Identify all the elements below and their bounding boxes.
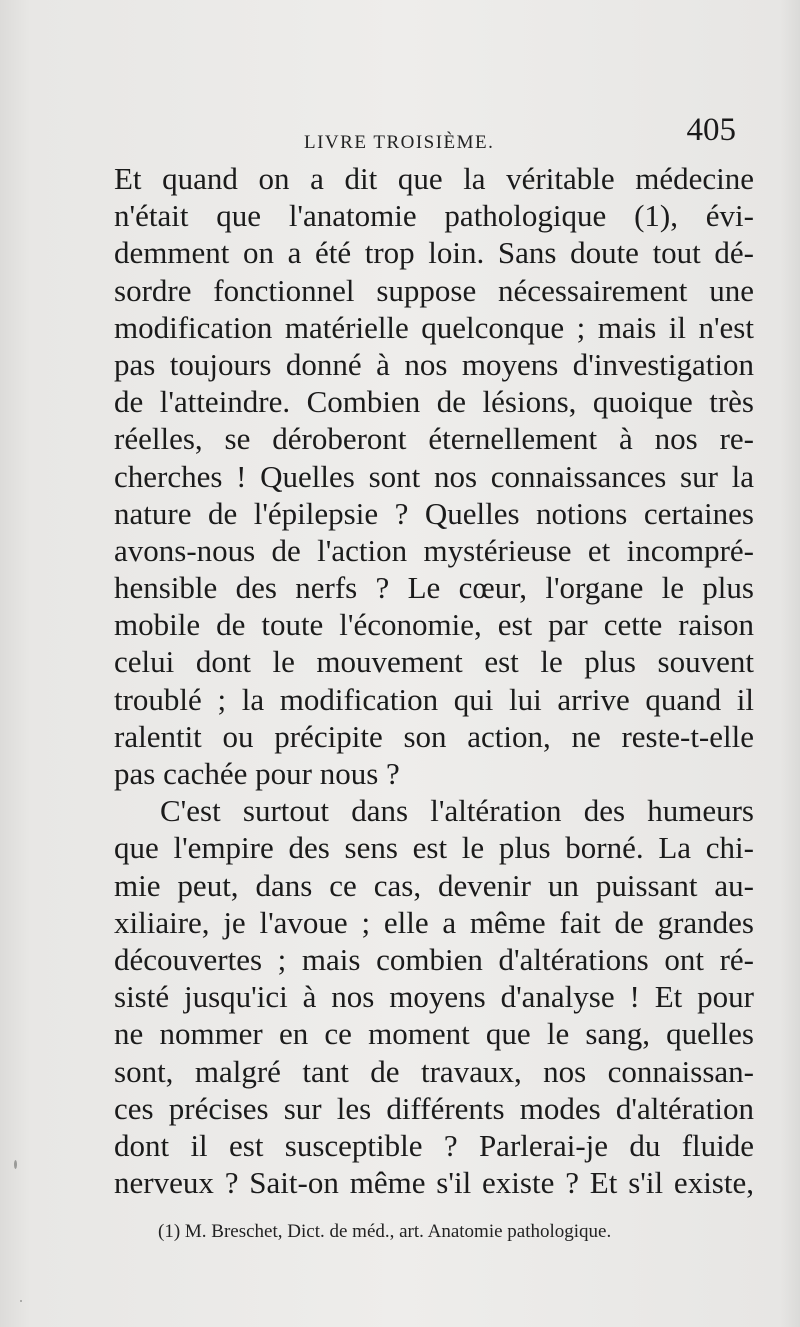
text-line: mobile de toute l'économie, est par cette raison bbox=[114, 607, 754, 643]
text-line: nerveux ? Sait-on même s'il existe ? Et s'il existe, bbox=[114, 1165, 754, 1201]
text-line: nature de l'épilepsie ? Quelles notions certaines bbox=[114, 495, 754, 531]
text-line: n'était que l'anatomie pathologique (1), évi- bbox=[114, 198, 754, 234]
page-number: 405 bbox=[686, 112, 736, 148]
text-line: C'est surtout dans l'altération des humeurs bbox=[160, 793, 754, 829]
text-line: pas toujours donné à nos moyens d'investigation bbox=[114, 346, 754, 382]
text-line: celui dont le mouvement est le plus souvent bbox=[114, 644, 754, 680]
paragraph bbox=[114, 792, 754, 1201]
paper-speck bbox=[20, 1300, 22, 1302]
text-line: troublé ; la modification qui lui arrive quand il bbox=[114, 681, 754, 717]
running-title: LIVRE TROISIÈME. bbox=[304, 132, 495, 153]
text-line: mie peut, dans ce cas, devenir un puissant au- bbox=[114, 867, 754, 903]
text-line: demment on a été trop loin. Sans doute tout dé- bbox=[114, 235, 754, 271]
text-line: sordre fonctionnel suppose nécessairement une bbox=[114, 272, 754, 308]
paper-speck bbox=[14, 1160, 17, 1169]
text-line: hensible des nerfs ? Le cœur, l'organe le plus bbox=[114, 570, 754, 606]
text-line: sont, malgré tant de travaux, nos connaissan- bbox=[114, 1053, 754, 1089]
text-line: xiliaire, je l'avoue ; elle a même fait de grandes bbox=[114, 904, 754, 940]
text-line: réelles, se déroberont éternellement à nos re- bbox=[114, 421, 754, 457]
running-head bbox=[112, 112, 736, 162]
text-line: découvertes ; mais combien d'altérations ont ré- bbox=[114, 941, 754, 977]
text-line: que l'empire des sens est le plus borné. La chi- bbox=[114, 830, 754, 866]
text-line: Et quand on a dit que la véritable médecine bbox=[114, 161, 754, 196]
text-line: cherches ! Quelles sont nos connaissances sur la bbox=[114, 458, 754, 494]
footnote: (1) M. Breschet, Dict. de méd., art. Anatomie pathologique. bbox=[158, 1221, 612, 1242]
text-line: de l'atteindre. Combien de lésions, quoique très bbox=[114, 384, 754, 420]
text-line: ralentit ou précipite son action, ne reste-t-elle bbox=[114, 718, 754, 754]
text-line: sisté jusqu'ici à nos moyens d'analyse ! Et pour bbox=[114, 979, 754, 1015]
text-line: dont il est susceptible ? Parlerai-je du fluide bbox=[114, 1127, 754, 1163]
text-line: modification matérielle quelconque ; mais il n'est bbox=[114, 309, 754, 345]
text-line: ces précises sur les différents modes d'altération bbox=[114, 1090, 754, 1126]
paragraph bbox=[114, 160, 754, 792]
text-line: ne nommer en ce moment que le sang, quelles bbox=[114, 1016, 754, 1052]
text-line: avons-nous de l'action mystérieuse et incompré- bbox=[114, 532, 754, 568]
text-line: pas cachée pour nous ? bbox=[114, 756, 400, 791]
body-text bbox=[114, 160, 754, 1201]
